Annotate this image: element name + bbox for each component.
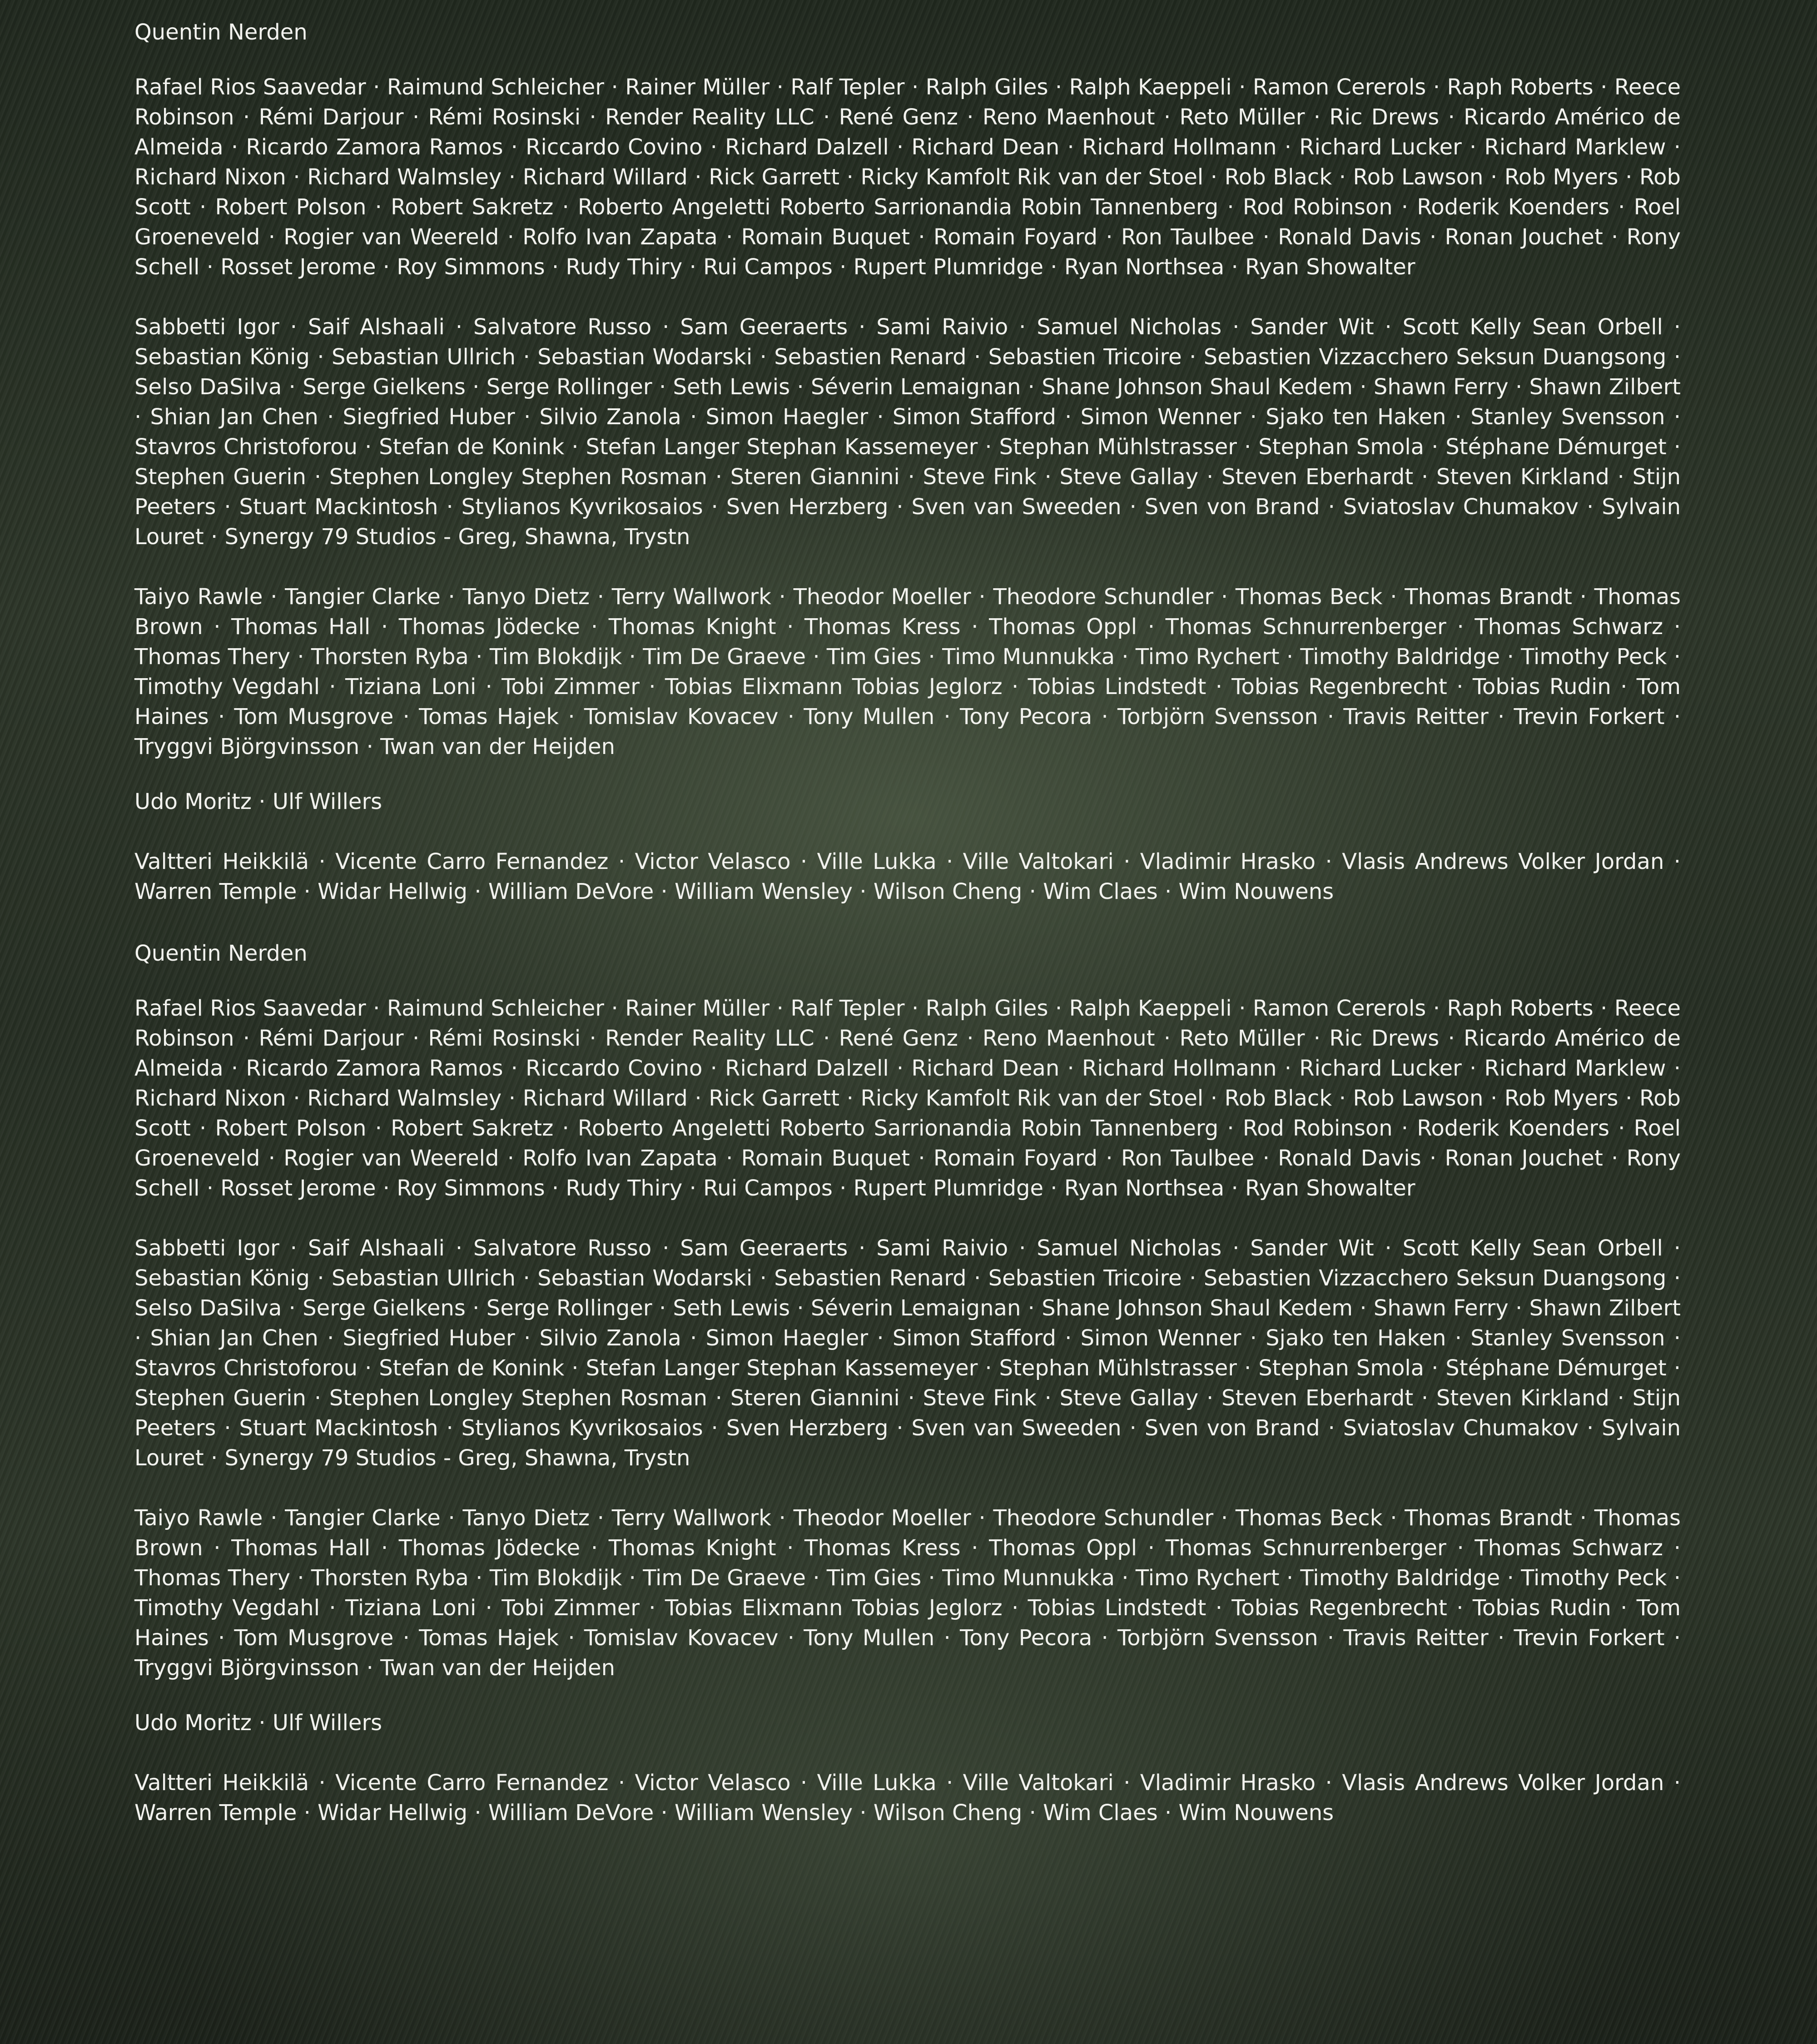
credits-block-second (134, 938, 1681, 1828)
credits-group-s: Sabbetti Igor · Saif Alshaali · Salvatore Russo · Sam Geeraerts · Sami Raivio · Samuel Nicholas · Sander Wit · Scott Kelly Sean Orbell · Sebastian König · Sebastian Ullrich · Sebastian Wodarski · Sebastien Renard · Sebastien Tricoire · Sebastien Vizzacchero Seksun Duangsong · Selso DaSilva · Serge Gielkens · Serge Rollinger · Seth Lewis · Séverin Lemaignan · Shane Johnson Shaul Kedem · Shawn Ferry · Shawn Zilbert · Shian Jan Chen · Siegfried Huber · Silvio Zanola · Simon Haegler · Simon Stafford · Simon Wenner · Sjako ten Haken · Stanley Svensson · Stavros Christoforou · Stefan de Konink · Stefan Langer Stephan Kassemeyer · Stephan Mühlstrasser · Stephan Smola · Stéphane Démurget · Stephen Guerin · Stephen Longley Stephen Rosman · Steren Giannini · Steve Fink · Steve Gallay · Steven Eberhardt · Steven Kirkland · Stijn Peeters · Stuart Mackintosh · Stylianos Kyvrikosaios · Sven Herzberg · Sven van Sweeden · Sven von Brand · Sviatoslav Chumakov · Sylvain Louret · Synergy 79 Studios - Greg, Shawna, Trystn (134, 1235, 1681, 1471)
credits-group-u: Udo Moritz · Ulf Willers (134, 789, 382, 814)
credits-group-u: Udo Moritz · Ulf Willers (134, 1710, 382, 1736)
credits-group-v: Valtteri Heikkilä · Vicente Carro Fernandez · Victor Velasco · Ville Lukka · Ville Valtokari · Vladimir Hrasko · Vlasis Andrews Volker Jordan · Warren Temple · Widar Hellwig · William DeVore · William Wensley · Wilson Cheng · Wim Claes · Wim Nouwens (134, 849, 1681, 904)
credits-block-first (134, 17, 1681, 907)
credits-page (134, 17, 1681, 1828)
credits-group-r: Rafael Rios Saavedar · Raimund Schleicher · Rainer Müller · Ralf Tepler · Ralph Giles · Ralph Kaeppeli · Ramon Cererols · Raph Roberts · Reece Robinson · Rémi Darjour · Rémi Rosinski · Render Reality LLC · René Genz · Reno Maenhout · Reto Müller · Ric Drews · Ricardo Américo de Almeida · Ricardo Zamora Ramos · Riccardo Covino · Richard Dalzell · Richard Dean · Richard Hollmann · Richard Lucker · Richard Marklew · Richard Nixon · Richard Walmsley · Richard Willard · Rick Garrett · Ricky Kamfolt Rik van der Stoel · Rob Black · Rob Lawson · Rob Myers · Rob Scott · Robert Polson · Robert Sakretz · Roberto Angeletti Roberto Sarrionandia Robin Tannenberg · Rod Robinson · Roderik Koenders · Roel Groeneveld · Rogier van Weereld · Rolfo Ivan Zapata · Romain Buquet · Romain Foyard · Ron Taulbee · Ronald Davis · Ronan Jouchet · Rony Schell · Rosset Jerome · Roy Simmons · Rudy Thiry · Rui Campos · Rupert Plumridge · Ryan Northsea · Ryan Showalter (134, 74, 1681, 280)
credits-group-s: Sabbetti Igor · Saif Alshaali · Salvatore Russo · Sam Geeraerts · Sami Raivio · Samuel Nicholas · Sander Wit · Scott Kelly Sean Orbell · Sebastian König · Sebastian Ullrich · Sebastian Wodarski · Sebastien Renard · Sebastien Tricoire · Sebastien Vizzacchero Seksun Duangsong · Selso DaSilva · Serge Gielkens · Serge Rollinger · Seth Lewis · Séverin Lemaignan · Shane Johnson Shaul Kedem · Shawn Ferry · Shawn Zilbert · Shian Jan Chen · Siegfried Huber · Silvio Zanola · Simon Haegler · Simon Stafford · Simon Wenner · Sjako ten Haken · Stanley Svensson · Stavros Christoforou · Stefan de Konink · Stefan Langer Stephan Kassemeyer · Stephan Mühlstrasser · Stephan Smola · Stéphane Démurget · Stephen Guerin · Stephen Longley Stephen Rosman · Steren Giannini · Steve Fink · Steve Gallay · Steven Eberhardt · Steven Kirkland · Stijn Peeters · Stuart Mackintosh · Stylianos Kyvrikosaios · Sven Herzberg · Sven van Sweeden · Sven von Brand · Sviatoslav Chumakov · Sylvain Louret · Synergy 79 Studios - Greg, Shawna, Trystn (134, 314, 1681, 550)
credits-group-q: Quentin Nerden (134, 20, 308, 45)
credits-group-t: Taiyo Rawle · Tangier Clarke · Tanyo Dietz · Terry Wallwork · Theodor Moeller · Theodore Schundler · Thomas Beck · Thomas Brandt · Thomas Brown · Thomas Hall · Thomas Jödecke · Thomas Knight · Thomas Kress · Thomas Oppl · Thomas Schnurrenberger · Thomas Schwarz · Thomas Thery · Thorsten Ryba · Tim Blokdijk · Tim De Graeve · Tim Gies · Timo Munnukka · Timo Rychert · Timothy Baldridge · Timothy Peck · Timothy Vegdahl · Tiziana Loni · Tobi Zimmer · Tobias Elixmann Tobias Jeglorz · Tobias Lindstedt · Tobias Regenbrecht · Tobias Rudin · Tom Haines · Tom Musgrove · Tomas Hajek · Tomislav Kovacev · Tony Mullen · Tony Pecora · Torbjörn Svensson · Travis Reitter · Trevin Forkert · Tryggvi Björgvinsson · Twan van der Heijden (134, 584, 1681, 759)
credits-group-q: Quentin Nerden (134, 941, 308, 966)
credits-group-r: Rafael Rios Saavedar · Raimund Schleicher · Rainer Müller · Ralf Tepler · Ralph Giles · Ralph Kaeppeli · Ramon Cererols · Raph Roberts · Reece Robinson · Rémi Darjour · Rémi Rosinski · Render Reality LLC · René Genz · Reno Maenhout · Reto Müller · Ric Drews · Ricardo Américo de Almeida · Ricardo Zamora Ramos · Riccardo Covino · Richard Dalzell · Richard Dean · Richard Hollmann · Richard Lucker · Richard Marklew · Richard Nixon · Richard Walmsley · Richard Willard · Rick Garrett · Ricky Kamfolt Rik van der Stoel · Rob Black · Rob Lawson · Rob Myers · Rob Scott · Robert Polson · Robert Sakretz · Roberto Angeletti Roberto Sarrionandia Robin Tannenberg · Rod Robinson · Roderik Koenders · Roel Groeneveld · Rogier van Weereld · Rolfo Ivan Zapata · Romain Buquet · Romain Foyard · Ron Taulbee · Ronald Davis · Ronan Jouchet · Rony Schell · Rosset Jerome · Roy Simmons · Rudy Thiry · Rui Campos · Rupert Plumridge · Ryan Northsea · Ryan Showalter (134, 996, 1681, 1201)
credits-group-v: Valtteri Heikkilä · Vicente Carro Fernandez · Victor Velasco · Ville Lukka · Ville Valtokari · Vladimir Hrasko · Vlasis Andrews Volker Jordan · Warren Temple · Widar Hellwig · William DeVore · William Wensley · Wilson Cheng · Wim Claes · Wim Nouwens (134, 1770, 1681, 1826)
credits-group-t: Taiyo Rawle · Tangier Clarke · Tanyo Dietz · Terry Wallwork · Theodor Moeller · Theodore Schundler · Thomas Beck · Thomas Brandt · Thomas Brown · Thomas Hall · Thomas Jödecke · Thomas Knight · Thomas Kress · Thomas Oppl · Thomas Schnurrenberger · Thomas Schwarz · Thomas Thery · Thorsten Ryba · Tim Blokdijk · Tim De Graeve · Tim Gies · Timo Munnukka · Timo Rychert · Timothy Baldridge · Timothy Peck · Timothy Vegdahl · Tiziana Loni · Tobi Zimmer · Tobias Elixmann Tobias Jeglorz · Tobias Lindstedt · Tobias Regenbrecht · Tobias Rudin · Tom Haines · Tom Musgrove · Tomas Hajek · Tomislav Kovacev · Tony Mullen · Tony Pecora · Torbjörn Svensson · Travis Reitter · Trevin Forkert · Tryggvi Björgvinsson · Twan van der Heijden (134, 1505, 1681, 1681)
